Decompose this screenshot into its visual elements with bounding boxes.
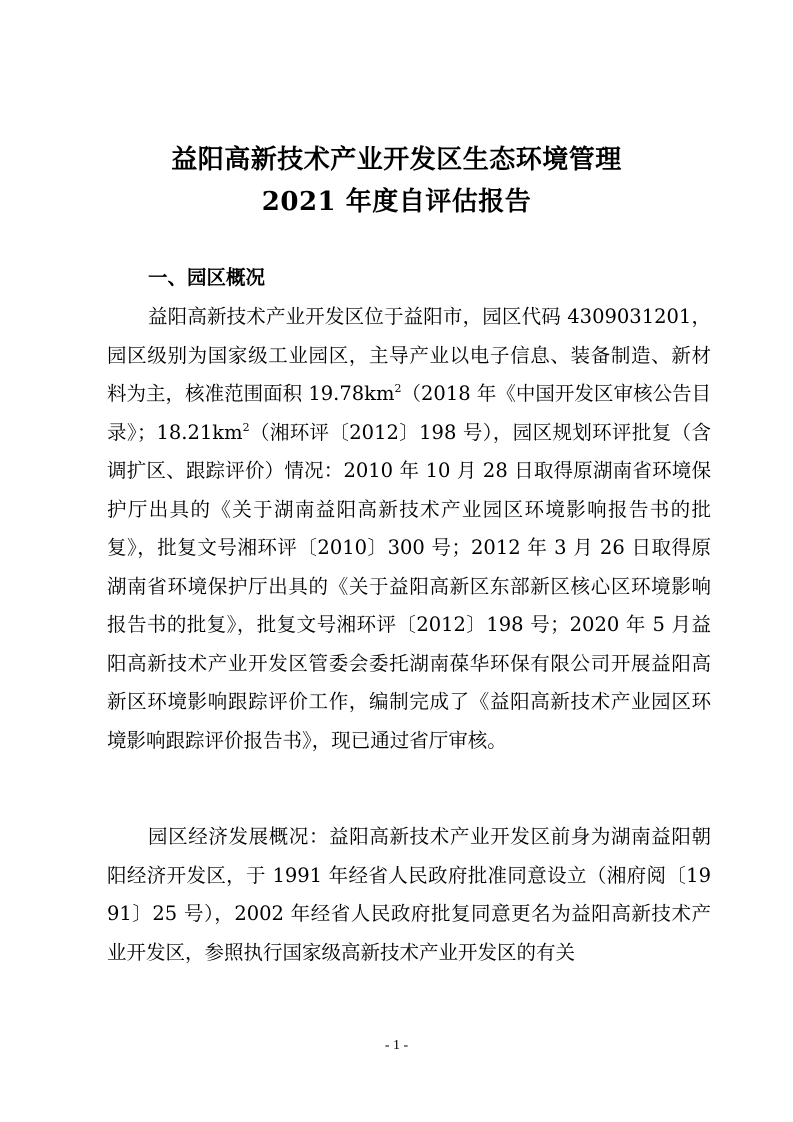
page-number: - 1 - — [384, 1038, 409, 1053]
superscript-2: 2 — [242, 420, 250, 434]
paragraph-text-part-1: 益阳高新技术产业开发区位于益阳市，园区代码 4309031201，园区级别为国家级工业园区，主导产业以电子信息、装备制造、新材料为主，核准范围面积 19.78km — [107, 305, 711, 405]
superscript-2: 2 — [394, 382, 402, 395]
paragraph-park-overview — [107, 298, 711, 760]
document-title-line-1: 益阳高新技术产业开发区生态环境管理 — [171, 145, 622, 175]
paragraph-economic-overview — [107, 818, 711, 972]
paragraph-text-part-2: （2018 年《中国开发区审核公告目录》；18.21km — [107, 382, 711, 444]
section-heading-park-overview: 一、园区概况 — [148, 266, 266, 289]
document-title-line-2: 2021 年度自评估报告 — [261, 187, 532, 217]
paragraph-text-part-3: （湘环评〔2012〕198 号），园区规划环评批复（含调扩区、跟踪评价）情况：2010 年 10 月 28 日取得原湖南省环境保护厅出具的《关于湖南益阳高新技术产业园区环境影响报告书的批复》，批复文号湘环评〔2010〕300 号；2012 年 3 月 26 日取得原湖南省环境保护厅出具的《关于益阳高新区东部新区核心区环境影响报告书的批复》，批复文号湘环评〔2012〕198 号；2020 年 5 月益阳高新技术产业开发区管委会委托湖南葆华环保有限公司开展益阳高新区环境影响跟踪评价工作，编制完成了《益阳高新技术产业园区环境影响跟踪评价报告书》，现已通过省厅审核。 — [107, 420, 711, 752]
paragraph-economic-text: 园区经济发展概况：益阳高新技术产业开发区前身为湖南益阳朝阳经济开发区，于 1991 年经省人民政府批准同意设立（湘府阅〔1991〕25 号），2002 年经省人民政府批复同意更名为益阳高新技术产业开发区，参照执行国家级高新技术产业开发区的有关 — [107, 825, 711, 964]
